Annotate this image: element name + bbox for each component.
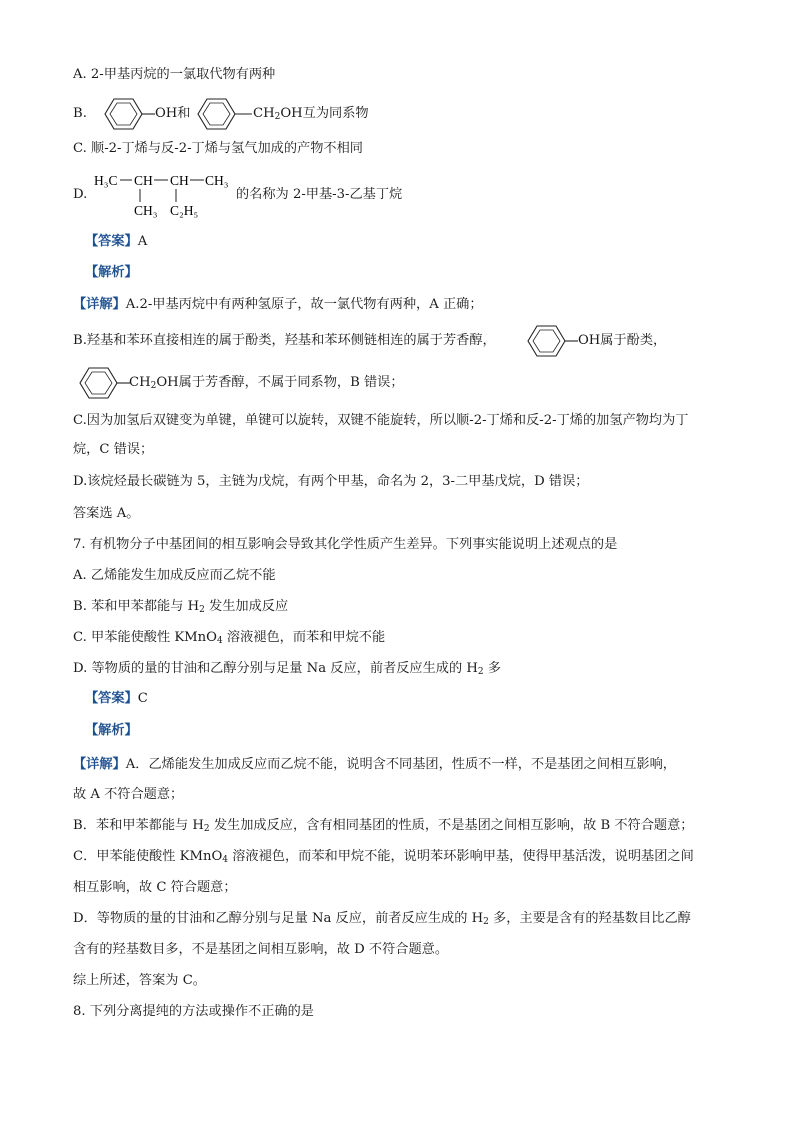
answer-line: 【答案】A — [85, 234, 148, 249]
svg-text:CH₃: CH₃ — [205, 173, 229, 188]
answer-line: 【答案】C — [85, 691, 148, 706]
option-d: D. 等物质的量的甘油和乙醇分别与足量 Na 反应，前者反应生成的 $H_2$ 多 — [73, 661, 501, 677]
option-c: C. 甲苯能使酸性 KMnO$_4$ 溶液褪色，而苯和甲烷不能 — [73, 630, 386, 646]
option-b-label: B. — [73, 106, 87, 121]
option-b: B. 苯和甲苯都能与 $H_2$ 发生加成反应 — [73, 599, 289, 615]
benzene-ring-icon — [518, 322, 580, 360]
explanation-line: 故 A 不符合题意； — [73, 787, 184, 802]
explanation-line: D．等物质的量的甘油和乙醇分别与足量 Na 反应，前者反应生成的 $H_2$ 多，主要是含有的羟基数目比乙醇 — [73, 911, 691, 927]
option-b-phenol-text: OH和 — [155, 106, 191, 121]
explanation-line: 相互影响，故 C 符合题意； — [73, 880, 237, 895]
explanation-line: 含有的羟基数目多，不是基团之间相互影响，故 D 不符合题意。 — [73, 942, 449, 957]
alkane-structure-diagram — [92, 168, 237, 220]
explanation-line: B．苯和甲苯都能与 $H_2$ 发生加成反应，含有相同基团的性质，不是基团之间相互影响，故 B 不符合题意； — [73, 818, 694, 834]
explanation-line: 答案选 A。 — [73, 506, 140, 521]
benzene-ring-icon — [188, 95, 256, 133]
explanation-line: D.该烷烃最长碳链为 5，主链为戊烷，有两个甲基，命名为 2，3-二甲基戊烷，D 错误； — [73, 474, 589, 489]
explanation-line: C．甲苯能使酸性 KMnO$_4$ 溶液褪色，而苯和甲烷不能，说明苯环影响甲基，使得甲基活泼，说明基团之间 — [73, 849, 694, 865]
option-d-label: D. — [73, 187, 88, 202]
explanation-line: OH属于酚类， — [578, 333, 667, 348]
benzene-ring-icon — [95, 95, 157, 133]
option-b-benzylalcohol-text: $CH_2OH$互为同系物 — [253, 106, 369, 122]
option-a: A. 乙烯能发生加成反应而乙烷不能 — [73, 568, 276, 583]
svg-text:H₃C: H₃C — [94, 173, 118, 188]
explanation-line: 烷，C 错误； — [73, 442, 154, 457]
explanation-line: 综上所述，答案为 C。 — [73, 973, 206, 988]
svg-text:CH: CH — [134, 173, 153, 188]
option-a: A. 2-甲基丙烷的一氯取代物有两种 — [73, 67, 276, 82]
explanation-line: 【详解】A.2-甲基丙烷中有两种氢原子，故一氯代物有两种，A 正确； — [73, 297, 483, 312]
question-8-stem: 8. 下列分离提纯的方法或操作不正确的是 — [73, 1004, 314, 1019]
explanation-line: 【详解】A．乙烯能发生加成反应而乙烷不能，说明含不同基团，性质不一样，不是基团之间相互影响， — [73, 757, 676, 772]
option-d-text: 的名称为 2-甲基-3-乙基丁烷 — [236, 187, 403, 202]
analysis-heading: 【解析】 — [85, 723, 138, 738]
svg-text:C₂H₅: C₂H₅ — [170, 203, 199, 218]
analysis-heading: 【解析】 — [85, 265, 138, 280]
option-c: C. 顺-2-丁烯与反-2-丁烯与氢气加成的产物不相同 — [73, 141, 363, 156]
svg-text:CH₃: CH₃ — [134, 203, 158, 218]
explanation-line: $CH_2OH$属于芳香醇，不属于同系物，B 错误； — [129, 375, 404, 391]
explanation-line: B.羟基和苯环直接相连的属于酚类，羟基和苯环侧链相连的属于芳香醇， — [73, 333, 496, 348]
question-7-stem: 7. 有机物分子中基团间的相互影响会导致其化学性质产生差异。下列事实能说明上述观点的是 — [73, 537, 618, 552]
explanation-line: C.因为加氢后双键变为单键，单键可以旋转，双键不能旋转，所以顺-2-丁烯和反-2-丁烯的加氢产物均为丁 — [73, 413, 689, 428]
benzene-ring-icon — [70, 364, 132, 402]
svg-text:CH: CH — [170, 173, 189, 188]
